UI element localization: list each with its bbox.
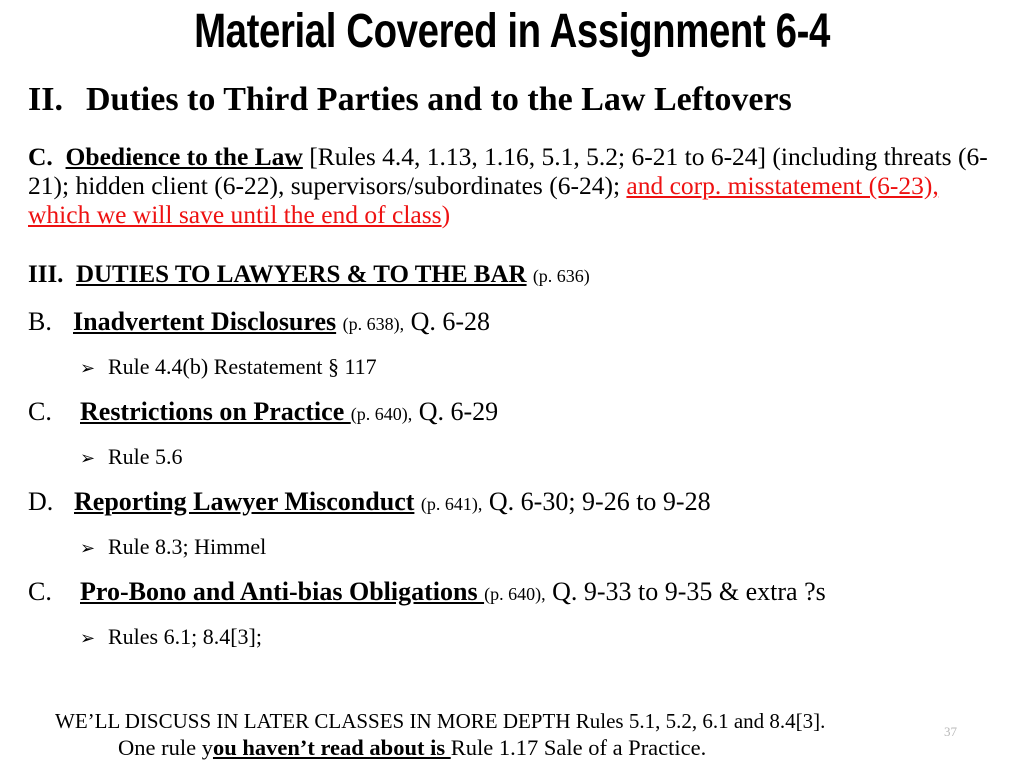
item-reporting-lawyer-misconduct <box>28 485 711 521</box>
item-letter: C. <box>28 577 52 606</box>
arrow-bullet-icon: ➢ <box>80 448 96 468</box>
footer-line-1: WE’LL DISCUSS IN LATER CLASSES IN MORE DEPTH Rules 5.1, 5.2, 6.1 and 8.4[3]. <box>55 709 826 733</box>
bullet-text: Rule 5.6 <box>108 444 183 469</box>
item-question: Q. 9-33 to 9-35 & extra ?s <box>552 577 826 606</box>
item-question: Q. 6-29 <box>418 397 499 426</box>
section-iii-heading <box>28 258 590 293</box>
arrow-bullet-icon: ➢ <box>80 538 96 558</box>
bullet-rule-5-6 <box>80 442 183 473</box>
item-question: Q. 6-28 <box>410 307 491 336</box>
obedience-close-paren: ) <box>441 200 451 229</box>
bullet-text: Rules 6.1; 8.4[3]; <box>108 624 262 649</box>
section-ii-number: II. <box>28 81 63 118</box>
arrow-bullet-icon: ➢ <box>80 628 96 648</box>
item-page: (p. 640), <box>350 404 413 424</box>
section-ii-title: Duties to Third Parties and to the Law Leftovers <box>86 81 792 118</box>
footer-line-2 <box>118 733 706 763</box>
item-heading: Reporting Lawyer Misconduct <box>74 487 415 516</box>
item-question: Q. 6-30; 9-26 to 9-28 <box>488 487 711 516</box>
item-letter: C. <box>28 397 52 426</box>
obedience-paragraph <box>28 142 1003 229</box>
bullet-rules-6-1 <box>80 622 262 653</box>
item-letter: B. <box>28 307 52 336</box>
item-heading: Restrictions on Practice <box>80 397 351 426</box>
item-heading: Pro-Bono and Anti-bias Obligations <box>80 577 485 606</box>
section-iii-title: DUTIES TO LAWYERS & TO THE BAR <box>75 261 527 288</box>
arrow-bullet-icon: ➢ <box>80 358 96 378</box>
bullet-rule-4-4b <box>80 352 377 383</box>
slide-number: 37 <box>944 724 957 739</box>
item-page: (p. 638), <box>342 314 405 334</box>
obedience-rules: [Rules 4.4, 1.13, 1.16, 5.1, 5.2; 6-21 to 6-24] (including threats (6-21); hidden client (6-22), supervisors/subordinates (6-24); <box>28 142 988 200</box>
obedience-letter: C. <box>28 142 53 171</box>
section-iii-number: III. <box>28 261 64 288</box>
footer-suffix: Rule 1.17 Sale of a Practice. <box>450 735 707 760</box>
footer-prefix: One rule y <box>118 735 213 760</box>
item-page: (p. 641), <box>420 494 483 514</box>
section-iii-page: (p. 636) <box>532 266 590 286</box>
obedience-heading: Obedience to the Law <box>65 142 303 171</box>
obedience-red-note: and corp. misstatement (6-23), which we will save until the end of class <box>28 171 939 229</box>
item-inadvertent-disclosures <box>28 305 490 341</box>
slide-title: Material Covered in Assignment 6-4 <box>194 5 830 58</box>
bullet-text: Rule 8.3; Himmel <box>108 534 267 559</box>
item-page: (p. 640), <box>484 584 546 604</box>
footer-emphasis: ou haven’t read about is <box>212 735 451 760</box>
item-heading: Inadvertent Disclosures <box>73 307 337 336</box>
item-pro-bono <box>28 575 826 611</box>
section-ii-heading <box>28 78 792 122</box>
item-letter: D. <box>28 487 54 516</box>
item-restrictions-on-practice <box>28 395 498 431</box>
bullet-text: Rule 4.4(b) Restatement § 117 <box>108 354 377 379</box>
bullet-rule-8-3 <box>80 532 266 563</box>
